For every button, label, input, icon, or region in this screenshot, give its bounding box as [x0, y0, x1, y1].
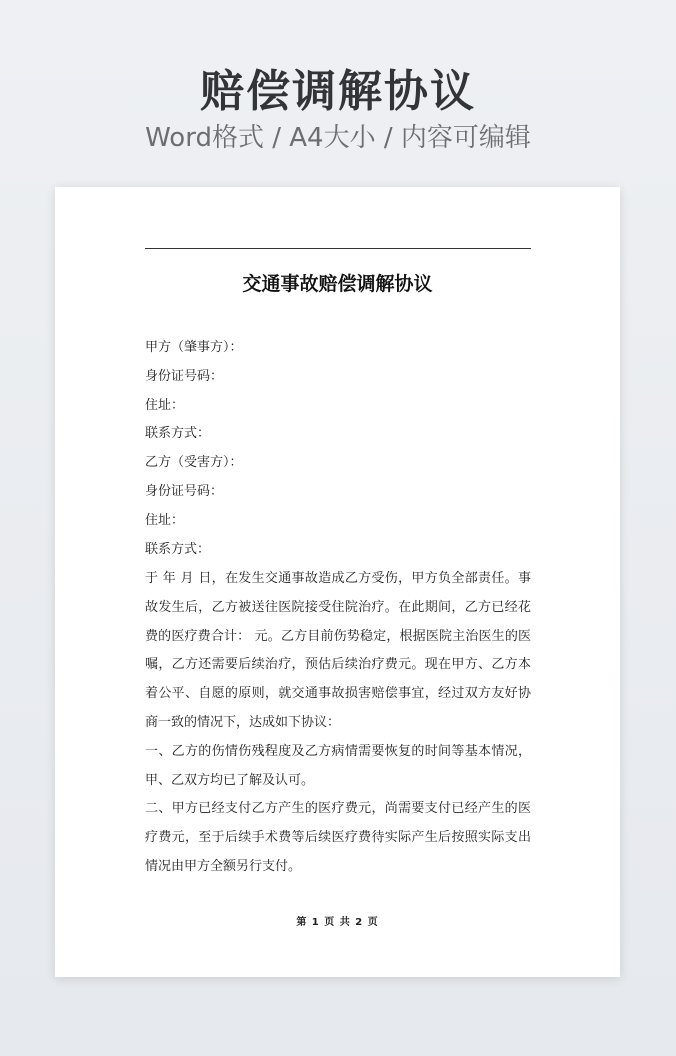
- document-page: [55, 187, 620, 977]
- page-number: 第 1 页 共 2 页: [296, 917, 379, 928]
- clause-1: 一、乙方的伤情伤残程度及乙方病情需要恢复的时间等基本情况，甲、乙双方均已了解及认可。: [145, 743, 531, 788]
- banner-subtitle: Word格式 / A4大小 / 内容可编辑: [145, 123, 531, 153]
- party-a-address-label: 住址：: [145, 397, 185, 413]
- party-a-id-label: 身份证号码：: [145, 368, 224, 384]
- party-a-label: 甲方（肇事方）：: [145, 340, 243, 355]
- party-b-address-label: 住址：: [145, 512, 185, 528]
- party-fields: [145, 334, 535, 564]
- clause-2: 二、甲方已经支付乙方产生的医疗费元，尚需要支付已经产生的医疗费元，至于后续手术费等后续医疗费待实际产生后按照实际支出情况由甲方全额另行支付。: [145, 801, 531, 874]
- party-a-contact-label: 联系方式：: [145, 426, 211, 442]
- body-paragraph: 于 年 月 日，在发生交通事故造成乙方受伤，甲方负全部责任。事故发生后，乙方被送往医院接受住院治疗。在此期间，乙方已经花费的医疗费合计： 元。乙方目前伤势稳定，根据医院主治医生的医嘱，乙方还需要后续治疗，预估后续治疗费元。现在甲方、乙方本着公平、自愿的原则，就交通事故损害赔偿事宜，经过双方友好协商一致的情况下，达成如下协议：: [145, 571, 531, 730]
- party-b-id-label: 身份证号码：: [145, 483, 224, 499]
- party-b-contact-label: 联系方式：: [145, 541, 211, 557]
- header-rule: [145, 248, 531, 249]
- banner-title: 赔偿调解协议: [200, 66, 476, 117]
- party-b-label: 乙方（受害方）：: [145, 455, 243, 471]
- agreement-body: [145, 565, 531, 882]
- document-title: 交通事故赔偿调解协议: [242, 273, 433, 295]
